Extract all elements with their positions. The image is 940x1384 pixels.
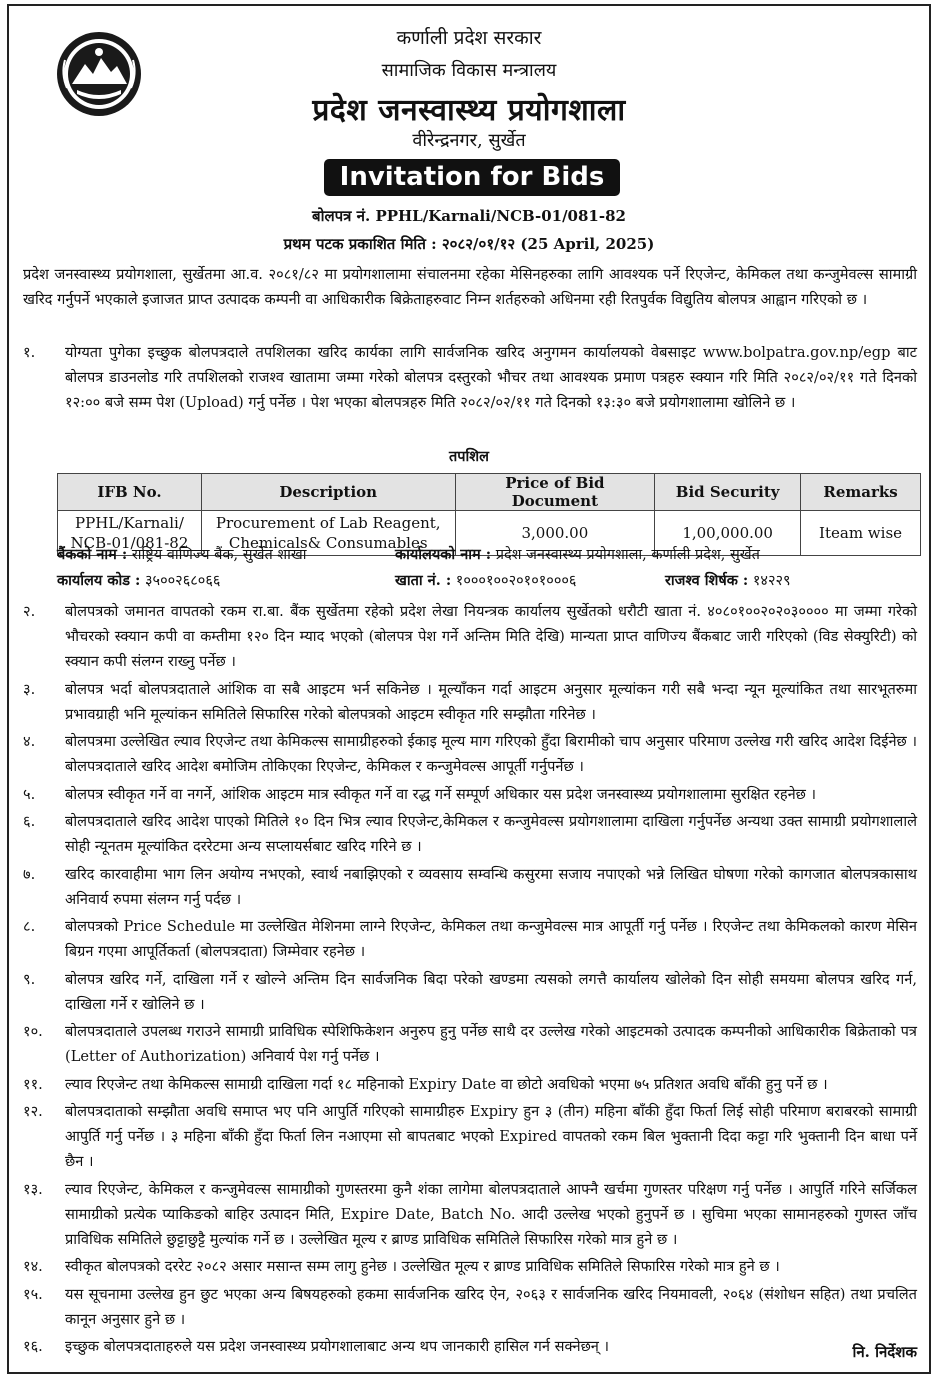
item-text: बोलपत्र स्वीकृत गर्ने वा नगर्ने, आंशिक आइटम मात्र स्वीकृत गर्ने वा रद्ध गर्ने सम्पूर्ण अधिकार यस प्रदेश जनस्वास्थ्य प्रयोगशालामा सुरक्षित रहनेछ । [65,785,817,803]
notice-page [7,4,931,1374]
item-text: बोलपत्रदाताले खरिद आदेश पाएको मितिले १० दिन भित्र ल्याव रिएजेन्ट,केमिकल र कन्जुमेवल्स प्रयोगशालामा दाखिला गर्नुपर्नेछ अन्यथा उक्त सामाग्री प्रयोगशालाले सोही न्यूनतम मूल्यांकित दररेटमा अन्य सप्लायर्सबाट खरिद गरिने छ । [65,813,917,855]
table-header-row [58,474,921,511]
condition-item [23,782,917,807]
condition-item [23,1334,917,1359]
condition-item [23,1254,917,1279]
item-text: बोलपत्रको जमानत वापतको रकम रा.बा. बैंक सुर्खेतमा रहेको प्रदेश लेखा नियन्त्रक कार्यालय सुर्खेतको धरौटी खाता नं. ४०८०१००२०२०३०००० मा जम्मा गरेको भौचरको स्क्यान कपी वा कम्तीमा १२० दिन म्याद भएको (बोलपत्र पेश गर्ने अन्तिम मिति देखि) मान्यता प्राप्त वाणिज्य बैंकबाट जारी गरिएको (विड सेक्युरिटी) को स्क्यान कपी संलग्न राख्नु पर्नेछ । [65,603,917,670]
column-header: IFB No. [58,474,202,511]
invitation-for-bids-banner: Invitation for Bids [324,159,620,196]
ministry-name: सामाजिक विकास मन्त्रालय [381,60,557,81]
condition-item [23,862,917,912]
item-number: ९. [23,970,36,988]
schedule-title: तपशिल [449,448,489,465]
condition-item [23,1177,917,1252]
column-header: Description [201,474,455,511]
office-code-value: ३५००२६८०६६ [145,573,221,589]
condition-item [23,1282,917,1332]
province-government-name: कर्णाली प्रदेश सरकार [396,27,542,49]
bank-name-label: बैंकको नाम : [57,546,128,563]
bank-name-row [57,544,307,564]
condition-item [23,677,917,727]
item-text: बोलपत्र खरिद गर्ने, दाखिला गर्ने र खोल्ने अन्तिम दिन सार्वजनिक बिदा परेको खण्डमा त्यसको लगत्तै कार्यालय खोलेको दिन सोही समयमा बोलपत्र खरिद गर्न, दाखिला गर्ने र खोलिने छ । [65,970,917,1013]
office-name-label: कार्यालयको नाम : [395,546,492,563]
item-number: २. [23,603,36,620]
item-text: ल्याव रिएजेन्ट, केमिकल र कन्जुमेवल्स सामाग्रीको गुणस्तरमा कुनै शंका लागेमा बोलपत्रदाताले आफ्नै खर्चमा गुणस्तर परिक्षण गर्नु पर्नेछ । आपुर्ति गरिने सर्जिकल सामाग्रीको प्रत्येक प्याकिङको बाहिर उत्पादन मिति, Expire Date, Batch No. आदी उल्लेख भएको हुनुपर्ने छ । सुचिमा भएका सामानहरुको गुणस्त जाँच प्राविधिक समितिले छुट्टाछुट्टै मुल्यांक गर्ने छ । उल्लेखित मूल्य र ब्राण्ड प्राविधिक समितिले सिफारिस गरेको मात्र हुने छ । [65,1180,917,1248]
condition-item [23,1019,917,1069]
item-text: ल्याव रिएजेन्ट तथा केमिकल्स सामाग्री दाखिला गर्दा १८ महिनाको Expiry Date वा छोटो अवधिको भएमा ७५ प्रतिशत अवधि बाँकी हुनु पर्ने छ । [65,1075,828,1093]
conditions-list [23,599,917,1362]
table-cell: 3,000.00 [455,511,655,556]
item-number: १२. [23,1103,43,1120]
item-text: बोलपत्रदाताले उपलब्ध गराउने सामाग्री प्राविधिक स्पेशिफिकेशन अनुरुप हुनु पर्नेछ साथै दर उल्लेख गरेको आइटमको उत्पादक कम्पनीको आधिकारीक बिक्रेताको पत्र (Letter of Authorization) अनिवार्य पेश गर्नु पर्नेछ । [65,1023,917,1065]
item-text: यस सूचनामा उल्लेख हुन छुट भएका अन्य बिषयहरुको हकमा सार्वजनिक खरिद ऐन, २०६३ र सार्वजनिक खरिद नियमावली, २०६४ (संशोधन सहित) तथा प्रचलित कानून अनुसार हुने छ । [65,1285,917,1328]
item-number: ८. [23,918,36,935]
item-number: ५. [23,785,36,803]
column-header: Bid Security [655,474,801,511]
item-text: बोलपत्रदाताको सम्झौता अवधि समाप्त भए पनि आपुर्ति गरिएको सामाग्रीहरु Expiry हुन ३ (तीन) महिना बाँकी हुँदा फिर्ता लिई सोही परिमाण बराबरको सामाग्री आपुर्ति गर्नु पर्नेछ । ३ महिना बाँकी हुँदा फिर्ता लिन नआएमा सो बापतबाट भएको Expired वापतको रकम बिल भुक्तानी दिदा कट्टा गरि भुक्तानी दिन बाधा पर्ने छैन । [65,1103,917,1170]
laboratory-name: प्रदेश जनस्वास्थ्य प्रयोगशाला [312,93,626,128]
signatory-title: नि. निर्देशक [852,1343,917,1361]
item-number: ६. [23,813,36,830]
revenue-heading-label: राजश्व शिर्षक : [665,572,749,589]
condition-item [23,1099,917,1174]
revenue-heading-row [665,570,791,590]
item-number: ३. [23,680,36,698]
column-header: Price of Bid Document [455,474,655,511]
item-number: १४. [23,1258,43,1275]
table-cell: 1,00,000.00 [655,511,801,556]
bid-number: बोलपत्र नं. PPHL/Karnali/NCB-01/081-82 [312,207,626,225]
item-number: १०. [23,1023,43,1040]
account-number-row [395,570,576,590]
table-cell: Procurement of Lab Reagent, Chemicals& Consumables [201,511,455,556]
item-number: १. [23,344,36,361]
table-cell: PPHL/Karnali/ NCB-01/081-82 [58,511,202,556]
item-text: बोलपत्र भर्दा बोलपत्रदाताले आंशिक वा सबै आइटम भर्न सकिनेछ । मूल्याँकन गर्दा आइटम अनुसार मूल्यांकन गरी सबै भन्दा न्यून मूल्यांकित तथा सारभूतरुमा प्रभावग्राही भनि मूल्यांकन समितिले सिफारिस गरेको बोलपत्रको आइटम स्वीकृत गरि सम्झौता गरिनेछ । [65,680,917,723]
office-code-label: कार्यालय कोड : [57,572,141,589]
item-number: ४. [23,733,36,750]
item-text: बोलपत्रमा उल्लेखित ल्याव रिएजेन्ट तथा केमिकल्स सामाग्रीहरुको ईकाइ मूल्य माग गरिएको हुँदा बिरामीको चाप अनुसार परिमाण उल्लेख गरी खरिद आदेश दिईनेछ । बोलपत्रदाताले खरिद आदेश बमोजिम तोकिएका रिएजेन्ट, केमिकल र कन्जुमेवल्स आपूर्ती गर्नुपर्नेछ । [65,733,917,775]
account-number-value: १०००१००२०१०१०००६ [455,573,577,589]
office-code-row [57,570,220,590]
condition-item [23,914,917,964]
item-text: इच्छुक बोलपत्रदाताहरुले यस प्रदेश जनस्वास्थ्य प्रयोगशालाबाट अन्य थप जानकारी हासिल गर्न सक्नेछन् । [65,1338,610,1355]
office-name-row [395,544,760,564]
condition-item [23,967,917,1017]
condition-item [23,1072,917,1097]
office-name-value: प्रदेश जनस्वास्थ्य प्रयोगशाला, कर्णाली प्रदेश, सुर्खेत [495,547,760,563]
publication-date: प्रथम पटक प्रकाशित मिति : २०८२/०१/१२ (25 April, 2025) [283,235,655,253]
item-text: योग्यता पुगेका इच्छुक बोलपत्रदाले तपशिलका खरिद कार्यका लागि सार्वजनिक खरिद अनुगमन कार्यालयको वेबसाइट www.bolpatra.gov.np/egp बाट बोलपत्र डाउनलोड गरि तपशिलको राजश्व खातामा जम्मा गरेको बोलपत्र दस्तुरको भौचर तथा आवश्यक प्रमाण पत्रहरु स्क्यान गरि मिति २०८२/०२/११ गते दिनको १२:०० बजे सम्म पेश (Upload) गर्नु पर्नेछ । पेश भएका बोलपत्रहरु मिति २०८२/०२/११ गते दिनको १३:३० बजे प्रयोगशालामा खोलिने छ । [65,344,917,411]
office-address: वीरेन्द्रनगर, सुर्खेत [412,130,526,151]
account-number-label: खाता नं. : [395,572,452,589]
column-header: Remarks [801,474,921,511]
item-number: ११. [23,1075,43,1093]
condition-item [23,599,917,674]
item-text: बोलपत्रको Price Schedule मा उल्लेखित मेशिनमा लाग्ने रिएजेन्ट, केमिकल तथा कन्जुमेवल्स मात्र आपूर्ती गर्नु पर्नेछ । रिएजेन्ट तथा केमिकलको कारण मेसिन बिग्रन गएमा आपूर्तिकर्ता (बोलपत्रदाता) जिम्मेवार रहनेछ । [65,918,917,960]
item-number: ७. [23,865,36,883]
item-number: १६. [23,1338,43,1355]
item-number: १५. [23,1285,43,1303]
item-text: खरिद कारवाहीमा भाग लिन अयोग्य नभएको, स्वार्थ नबाझिएको र व्यवसाय सम्वन्धि कसुरमा सजाय नपाएको भन्ने लिखित घोषणा गरेको कागजात बोलपत्रकासाथ अनिवार्य रुपमा संलग्न गर्नु पर्दछ । [65,865,917,908]
condition-item [23,809,917,859]
condition-item [23,729,917,779]
revenue-heading-value: १४२२९ [752,573,791,589]
table-cell: Iteam wise [801,511,921,556]
bank-name-value: राष्ट्रिय वाणिज्य बैंक, सुर्खेत शाखा [131,547,307,563]
condition-item [23,340,917,415]
intro-paragraph: प्रदेश जनस्वास्थ्य प्रयोगशाला, सुर्खेतमा आ.व. २०८१/८२ मा प्रयोगशालामा संचालनमा रहेका मेसिनहरुका लागि आवश्यक पर्ने रिएजेन्ट, केमिकल तथा कन्जुमेवल्स सामाग्री खरिद गर्नुपर्ने भएकाले इजाजत प्राप्त उत्पादक कम्पनी वा आधिकारीक बिक्रेताहरुवाट निम्न शर्तहरुको अधिनमा रही रितपुर्वक विद्युतिय बोलपत्र आह्वान गरिएको छ । [23,266,917,308]
item-text: स्वीकृत बोलपत्रको दररेट २०८२ असार मसान्त सम्म लागु हुनेछ । उल्लेखित मूल्य र ब्राण्ड प्राविधिक समितिले सिफारिस गरेको मात्र हुने छ । [65,1258,780,1275]
item-number: १३. [23,1180,43,1198]
